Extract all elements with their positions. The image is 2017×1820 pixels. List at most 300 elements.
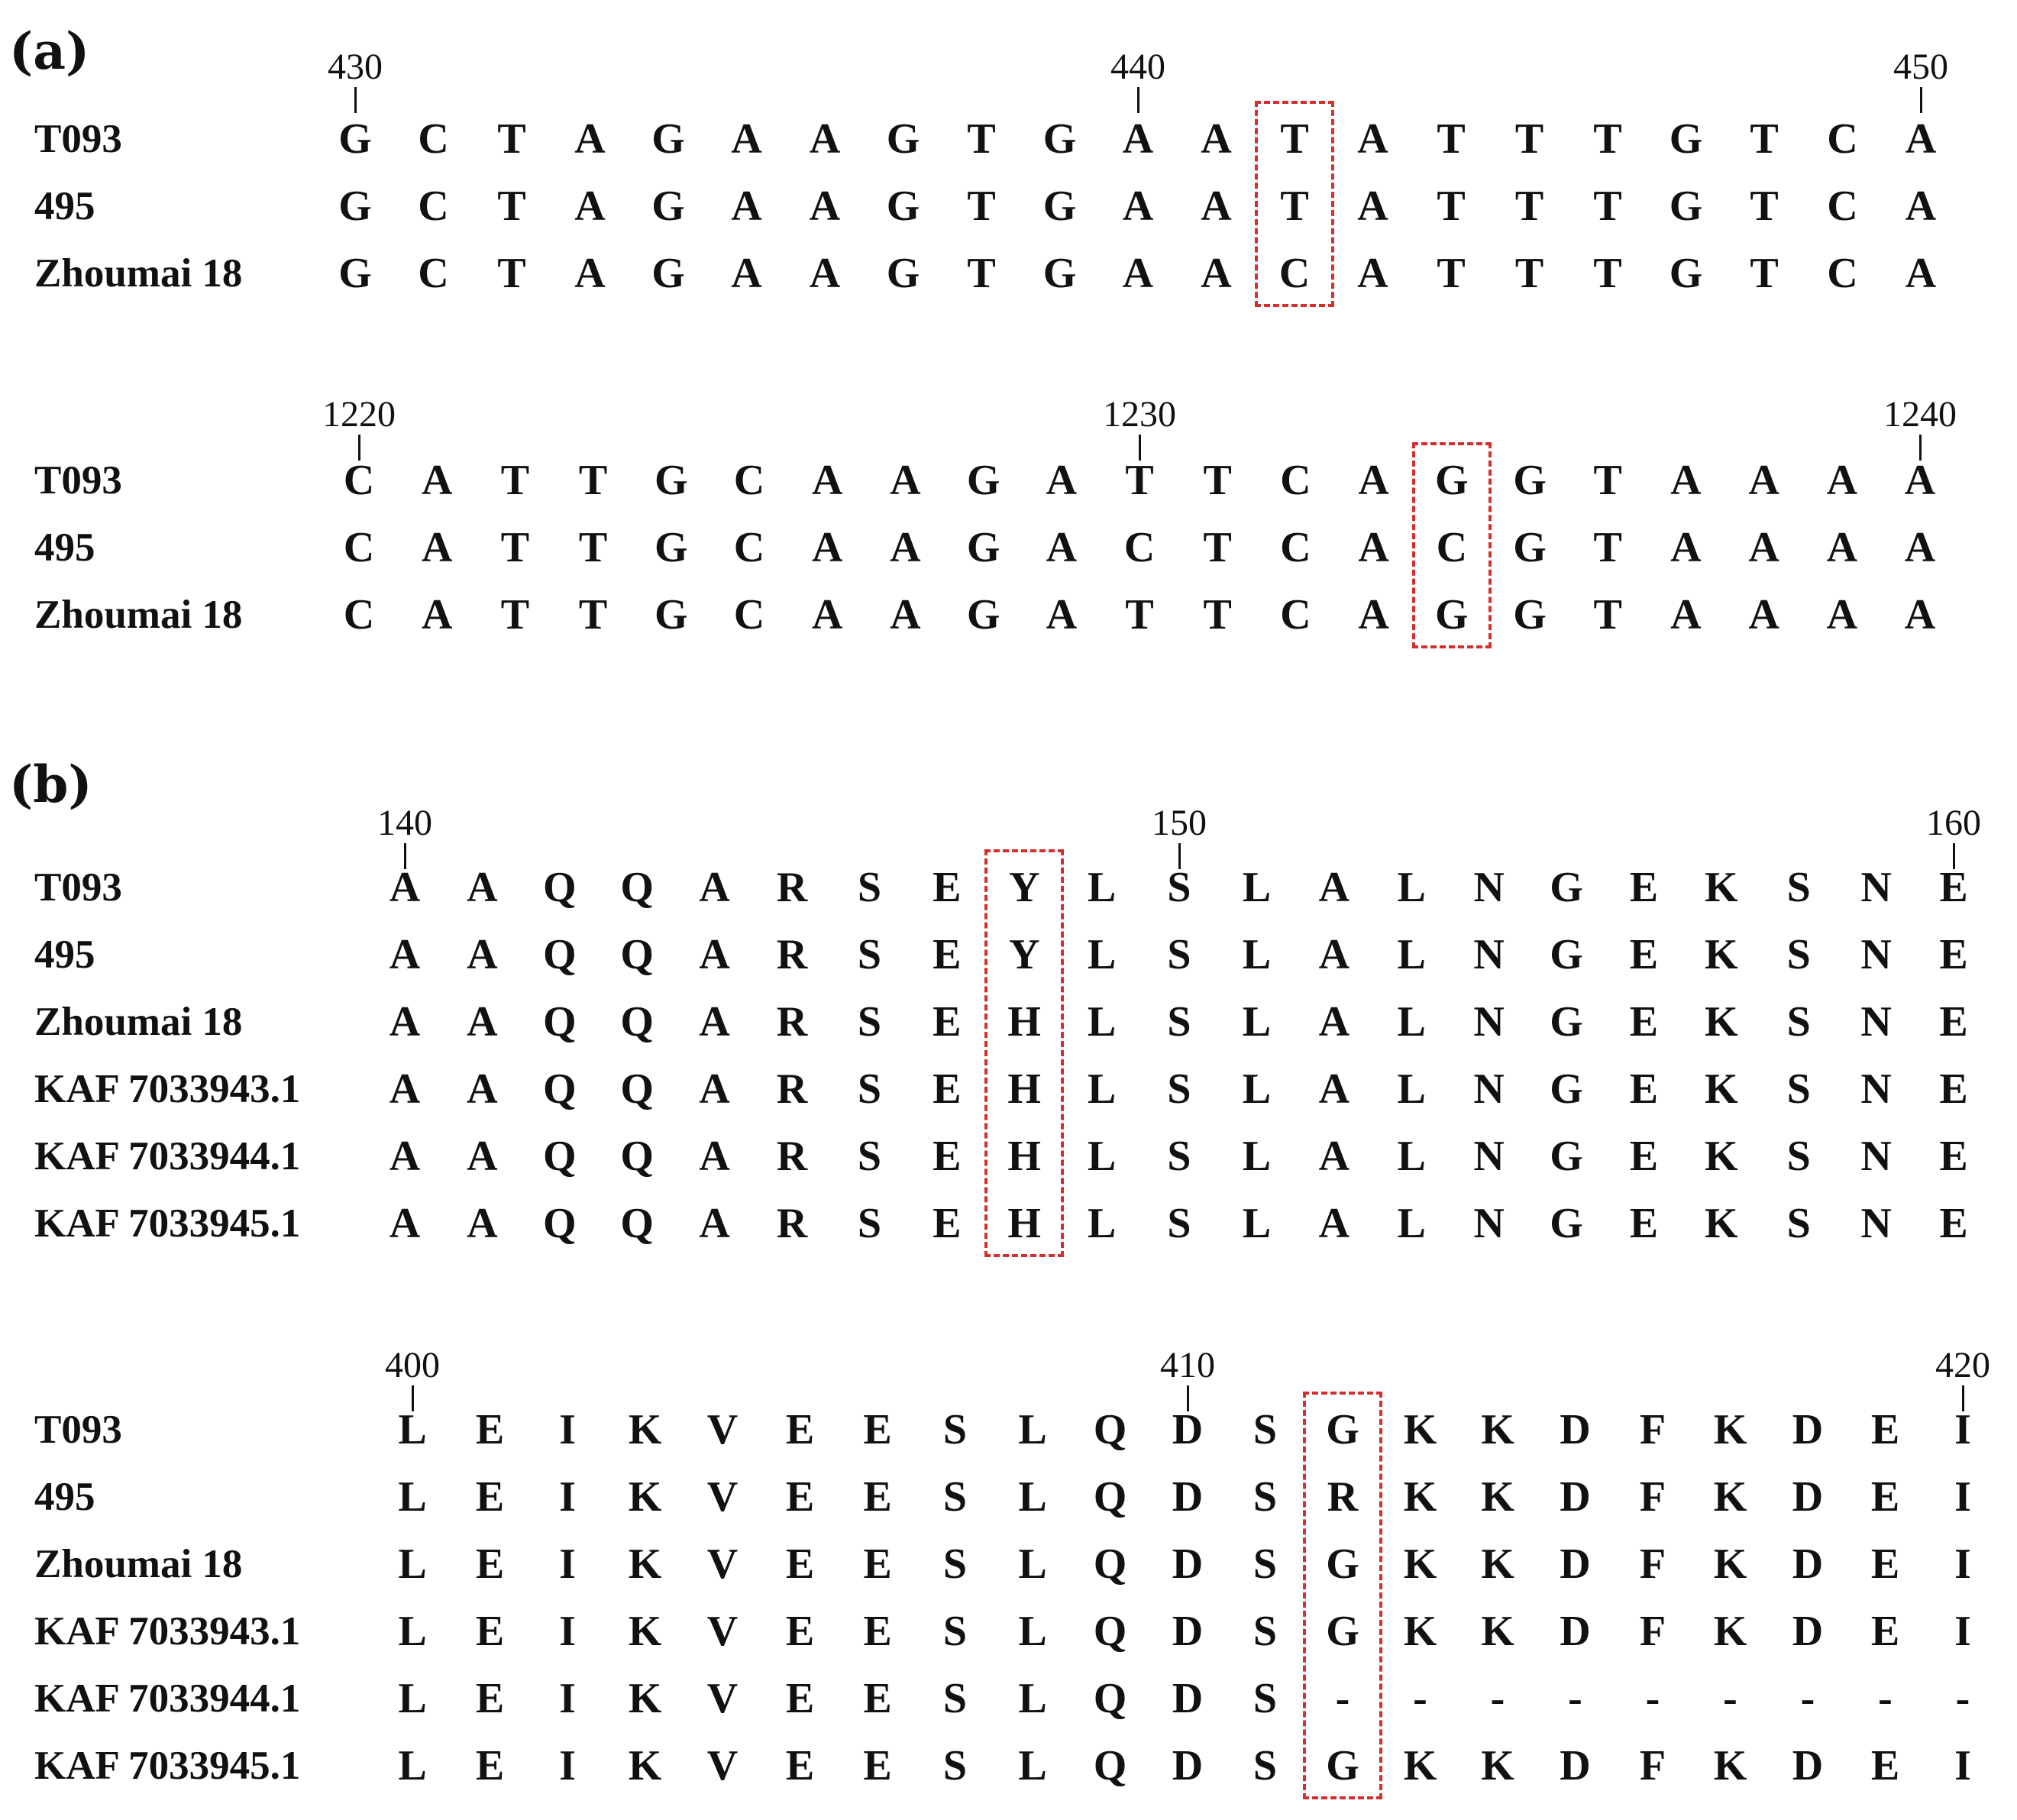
residue: Q <box>620 1065 654 1113</box>
residue: Q <box>620 864 654 911</box>
residue: Q <box>620 998 654 1046</box>
residue: T <box>1750 183 1779 230</box>
residue: - <box>1878 1675 1893 1722</box>
residue: G <box>886 183 920 230</box>
residue: A <box>699 864 730 911</box>
residue: G <box>1513 457 1547 504</box>
residue: D <box>1172 1675 1204 1722</box>
variant-highlight-box <box>984 849 1064 1257</box>
residue: T <box>1437 183 1466 230</box>
position-tick-label: 430 <box>328 47 383 87</box>
residue: A <box>1904 457 1936 504</box>
residue: G <box>1550 1200 1583 1247</box>
residue: A <box>1826 524 1858 571</box>
panel-label: (b) <box>9 755 92 814</box>
residue: L <box>1087 1065 1117 1113</box>
residue: S <box>1167 998 1191 1046</box>
residue: E <box>785 1406 815 1453</box>
residue: C <box>733 524 765 571</box>
residue: E <box>475 1540 505 1588</box>
residue: E <box>863 1540 892 1588</box>
residue: A <box>809 115 841 163</box>
residue: A <box>1201 183 1232 230</box>
residue: V <box>706 1742 739 1789</box>
residue: S <box>857 1133 881 1180</box>
sequence-name: Zhoumai 18 <box>34 1542 243 1586</box>
residue: N <box>1473 1065 1505 1113</box>
residue: L <box>1397 1065 1426 1113</box>
residue: G <box>1042 250 1077 297</box>
residue: Q <box>1093 1406 1127 1453</box>
residue: N <box>1860 1065 1892 1113</box>
residue: Q <box>543 864 577 911</box>
residue: R <box>776 931 808 978</box>
residue: T <box>1280 183 1309 230</box>
residue: K <box>1705 998 1738 1046</box>
residue: A <box>1748 524 1779 571</box>
residue: A <box>467 1200 498 1247</box>
residue: - <box>1800 1675 1815 1722</box>
residue: D <box>1792 1540 1824 1588</box>
sequence-name: T093 <box>34 117 122 161</box>
residue: G <box>1435 591 1469 638</box>
residue: K <box>1481 1473 1514 1521</box>
residue: A <box>699 931 730 978</box>
residue: F <box>1639 1608 1666 1655</box>
residue: L <box>1397 931 1426 978</box>
residue: - <box>1490 1675 1505 1722</box>
residue: S <box>1253 1742 1278 1789</box>
residue: K <box>1713 1608 1747 1655</box>
residue: S <box>1786 864 1811 911</box>
residue: Q <box>1093 1742 1127 1789</box>
residue: G <box>1435 457 1469 504</box>
residue: A <box>809 183 841 230</box>
residue: G <box>1669 115 1703 163</box>
sequence-name: KAF 7033945.1 <box>34 1201 301 1246</box>
position-tick-mark <box>354 87 357 113</box>
residue: K <box>1713 1742 1747 1789</box>
residue: A <box>1357 250 1388 297</box>
residue: A <box>1905 250 1937 297</box>
residue: E <box>1939 1200 1968 1247</box>
residue: G <box>1669 183 1703 230</box>
residue: A <box>699 1200 730 1247</box>
variant-highlight-box <box>1412 442 1492 648</box>
residue: A <box>1357 183 1388 230</box>
residue: T <box>1750 250 1779 297</box>
residue: E <box>475 1742 505 1789</box>
residue: G <box>1669 250 1703 297</box>
residue: T <box>500 457 530 504</box>
residue: E <box>1870 1473 1900 1521</box>
residue: T <box>967 115 996 163</box>
residue: I <box>1954 1742 1971 1789</box>
residue: N <box>1860 1133 1892 1180</box>
residue: A <box>574 183 606 230</box>
sequence-name: KAF 7033944.1 <box>34 1134 301 1178</box>
residue: S <box>942 1742 968 1789</box>
residue: S <box>1786 998 1811 1046</box>
residue: L <box>1087 998 1117 1046</box>
residue: L <box>1397 864 1426 911</box>
residue: V <box>706 1473 739 1521</box>
residue: A <box>1358 524 1389 571</box>
residue: R <box>776 1065 808 1113</box>
residue: H <box>1007 1133 1041 1180</box>
residue: Q <box>543 931 577 978</box>
residue: H <box>1007 998 1041 1046</box>
sequence-name: T093 <box>34 458 122 503</box>
residue: K <box>1481 1608 1514 1655</box>
residue: D <box>1560 1473 1591 1521</box>
sequence-name: T093 <box>34 1408 122 1452</box>
residue: T <box>1593 457 1622 504</box>
residue: - <box>1955 1675 1970 1722</box>
residue: G <box>1550 931 1583 978</box>
residue: Q <box>543 1200 577 1247</box>
residue: C <box>733 591 765 638</box>
residue: S <box>1167 931 1191 978</box>
residue: S <box>857 1200 881 1247</box>
residue: A <box>1904 591 1936 638</box>
residue: S <box>942 1473 968 1521</box>
residue: A <box>1670 524 1702 571</box>
residue: I <box>559 1742 576 1789</box>
residue: G <box>966 591 1000 638</box>
residue: A <box>1201 115 1232 163</box>
residue: A <box>467 864 498 911</box>
residue: T <box>1280 115 1309 163</box>
residue: L <box>1242 1200 1272 1247</box>
residue: C <box>1280 524 1311 571</box>
residue: S <box>857 931 881 978</box>
residue: D <box>1172 1473 1204 1521</box>
residue: T <box>967 250 996 297</box>
residue: A <box>699 1065 730 1113</box>
residue: A <box>1122 183 1154 230</box>
residue: E <box>1870 1608 1900 1655</box>
residue: T <box>497 250 526 297</box>
residue: E <box>1939 1133 1968 1180</box>
residue: E <box>1629 864 1659 911</box>
residue: K <box>1403 1608 1437 1655</box>
residue: E <box>785 1473 815 1521</box>
residue: S <box>1786 1200 1811 1247</box>
residue: L <box>1397 998 1426 1046</box>
residue: A <box>389 1200 421 1247</box>
residue: G <box>1550 864 1583 911</box>
residue: A <box>1904 524 1936 571</box>
residue: A <box>421 457 453 504</box>
residue: G <box>886 250 920 297</box>
residue: Q <box>620 1200 654 1247</box>
residue: Q <box>620 931 654 978</box>
residue: D <box>1172 1742 1204 1789</box>
residue: E <box>1939 998 1968 1046</box>
residue: A <box>699 1133 730 1180</box>
variant-highlight-box <box>1303 1392 1382 1799</box>
residue: E <box>1939 931 1968 978</box>
sequence-name: KAF 7033943.1 <box>34 1067 301 1111</box>
residue: L <box>1018 1406 1047 1453</box>
residue: A <box>389 998 421 1046</box>
residue: K <box>1403 1742 1437 1789</box>
residue: A <box>389 864 421 911</box>
residue: C <box>343 591 375 638</box>
residue: G <box>966 457 1000 504</box>
residue: E <box>785 1608 815 1655</box>
residue: S <box>1253 1406 1278 1453</box>
residue: L <box>1242 1133 1272 1180</box>
position-tick-label: 1220 <box>322 394 396 435</box>
residue: G <box>1513 524 1547 571</box>
residue: S <box>942 1675 968 1722</box>
residue: K <box>1403 1473 1437 1521</box>
residue: A <box>467 1065 498 1113</box>
residue: S <box>1253 1473 1278 1521</box>
residue: T <box>500 524 530 571</box>
residue: I <box>1954 1406 1971 1453</box>
residue: T <box>1514 183 1544 230</box>
residue: L <box>398 1473 427 1521</box>
residue: C <box>343 524 375 571</box>
residue: N <box>1860 998 1892 1046</box>
residue: D <box>1560 1406 1591 1453</box>
residue: A <box>1670 591 1702 638</box>
residue: G <box>1326 1406 1359 1453</box>
residue: A <box>890 457 921 504</box>
residue: G <box>655 457 688 504</box>
residue: A <box>1318 1065 1350 1113</box>
residue: Q <box>1093 1608 1127 1655</box>
residue: R <box>1327 1473 1359 1521</box>
residue: G <box>1550 1065 1583 1113</box>
residue: V <box>706 1675 739 1722</box>
residue: C <box>343 457 375 504</box>
position-tick-label: 140 <box>377 803 432 843</box>
residue: G <box>1550 1133 1583 1180</box>
residue: E <box>933 1065 962 1113</box>
residue: D <box>1792 1473 1824 1521</box>
residue: E <box>1629 931 1659 978</box>
residue: N <box>1473 1133 1505 1180</box>
residue: Q <box>1093 1473 1127 1521</box>
residue: T <box>578 457 608 504</box>
residue: G <box>338 250 372 297</box>
residue: K <box>1713 1540 1747 1588</box>
residue: A <box>1905 183 1937 230</box>
residue: A <box>731 115 762 163</box>
sequence-name: KAF 7033945.1 <box>34 1744 301 1788</box>
residue: Q <box>1093 1540 1127 1588</box>
residue: T <box>1437 115 1466 163</box>
residue: T <box>500 591 530 638</box>
residue: A <box>467 1133 498 1180</box>
residue: I <box>559 1675 576 1722</box>
residue: D <box>1792 1406 1824 1453</box>
residue: E <box>863 1608 892 1655</box>
residue: T <box>1750 115 1779 163</box>
residue: C <box>1278 250 1311 297</box>
residue: K <box>1481 1540 1514 1588</box>
residue: A <box>1357 115 1388 163</box>
residue: G <box>966 524 1000 571</box>
residue: T <box>1125 591 1154 638</box>
position-tick-label: 440 <box>1110 47 1165 87</box>
residue: A <box>809 250 841 297</box>
residue: E <box>475 1406 505 1453</box>
residue: A <box>1318 931 1350 978</box>
residue: L <box>398 1675 427 1722</box>
residue: L <box>1242 864 1272 911</box>
residue: K <box>1705 931 1738 978</box>
residue: G <box>651 115 685 163</box>
residue: G <box>1326 1608 1359 1655</box>
residue: T <box>1514 250 1544 297</box>
residue: T <box>1593 250 1622 297</box>
residue: V <box>706 1608 739 1655</box>
residue: T <box>1593 183 1622 230</box>
position-tick-label: 400 <box>385 1345 440 1385</box>
residue: N <box>1473 864 1505 911</box>
residue: T <box>578 591 608 638</box>
residue: K <box>1403 1406 1437 1453</box>
residue: V <box>706 1540 739 1588</box>
residue: K <box>1713 1406 1747 1453</box>
residue: G <box>1326 1540 1359 1588</box>
residue: S <box>942 1406 968 1453</box>
residue: T <box>497 115 526 163</box>
residue: K <box>1705 864 1738 911</box>
residue: E <box>863 1406 892 1453</box>
residue: L <box>1242 998 1272 1046</box>
residue: S <box>857 864 881 911</box>
residue: D <box>1172 1406 1204 1453</box>
residue: S <box>1167 864 1191 911</box>
residue: N <box>1473 931 1505 978</box>
sequence-name: 495 <box>34 184 95 228</box>
residue: A <box>1905 115 1937 163</box>
residue: E <box>933 1133 962 1180</box>
residue: C <box>1827 183 1858 230</box>
sequence-name: Zhoumai 18 <box>34 1000 243 1044</box>
residue: L <box>1018 1742 1047 1789</box>
residue: A <box>890 591 921 638</box>
residue: C <box>1827 250 1858 297</box>
residue: A <box>1046 457 1078 504</box>
residue: A <box>1046 591 1078 638</box>
position-tick-label: 150 <box>1152 803 1207 843</box>
residue: E <box>1870 1540 1900 1588</box>
residue: E <box>785 1742 815 1789</box>
residue: A <box>389 931 421 978</box>
residue: A <box>1748 457 1779 504</box>
residue: Y <box>1008 864 1040 911</box>
residue: T <box>1203 457 1232 504</box>
residue: E <box>1629 1065 1659 1113</box>
residue: L <box>1397 1200 1426 1247</box>
residue: T <box>1593 115 1622 163</box>
residue: K <box>628 1742 662 1789</box>
residue: S <box>857 1065 881 1113</box>
residue: G <box>651 183 685 230</box>
residue: T <box>1514 115 1544 163</box>
residue: E <box>1939 864 1968 911</box>
residue: Q <box>1093 1675 1127 1722</box>
residue: L <box>398 1608 427 1655</box>
residue: G <box>655 524 688 571</box>
residue: L <box>1087 864 1117 911</box>
residue: - <box>1568 1675 1582 1722</box>
residue: E <box>1629 998 1659 1046</box>
residue: G <box>338 115 372 163</box>
residue: R <box>776 864 808 911</box>
residue: E <box>933 998 962 1046</box>
residue: T <box>1593 591 1622 638</box>
residue: N <box>1473 1200 1505 1247</box>
residue: - <box>1645 1675 1660 1722</box>
residue: D <box>1172 1540 1204 1588</box>
residue: G <box>1326 1742 1359 1789</box>
residue: R <box>776 1133 808 1180</box>
residue: A <box>811 457 843 504</box>
residue: E <box>1870 1406 1900 1453</box>
residue: K <box>628 1608 662 1655</box>
residue: L <box>1087 1133 1117 1180</box>
residue: A <box>1826 591 1858 638</box>
residue: A <box>574 115 606 163</box>
residue: E <box>475 1675 505 1722</box>
residue: - <box>1723 1675 1737 1722</box>
residue: S <box>1253 1675 1278 1722</box>
residue: N <box>1860 1200 1892 1247</box>
residue: G <box>651 250 685 297</box>
residue: A <box>467 998 498 1046</box>
residue: D <box>1792 1608 1824 1655</box>
residue: T <box>1203 524 1232 571</box>
position-tick-label: 160 <box>1926 803 1981 843</box>
residue: K <box>1481 1742 1514 1789</box>
residue: A <box>421 524 453 571</box>
residue: S <box>1786 931 1811 978</box>
residue: A <box>1748 591 1779 638</box>
residue: C <box>418 115 449 163</box>
residue: K <box>628 1540 662 1588</box>
residue: A <box>890 524 921 571</box>
residue: K <box>628 1473 662 1521</box>
residue: S <box>857 998 881 1046</box>
residue: R <box>776 1200 808 1247</box>
residue: G <box>338 183 372 230</box>
residue: T <box>1125 457 1154 504</box>
residue: L <box>1087 931 1117 978</box>
position-tick-mark <box>1920 87 1922 113</box>
residue: L <box>398 1742 427 1789</box>
residue: I <box>1954 1473 1971 1521</box>
residue: A <box>1318 1200 1350 1247</box>
residue: S <box>1167 1065 1191 1113</box>
residue: E <box>933 1200 962 1247</box>
residue: E <box>933 931 962 978</box>
sequence-name: Zhoumai 18 <box>34 593 243 637</box>
residue: Q <box>620 1133 654 1180</box>
residue: E <box>475 1608 505 1655</box>
residue: V <box>706 1406 739 1453</box>
residue: G <box>1042 115 1077 163</box>
residue: T <box>1203 591 1232 638</box>
residue: S <box>1253 1540 1278 1588</box>
